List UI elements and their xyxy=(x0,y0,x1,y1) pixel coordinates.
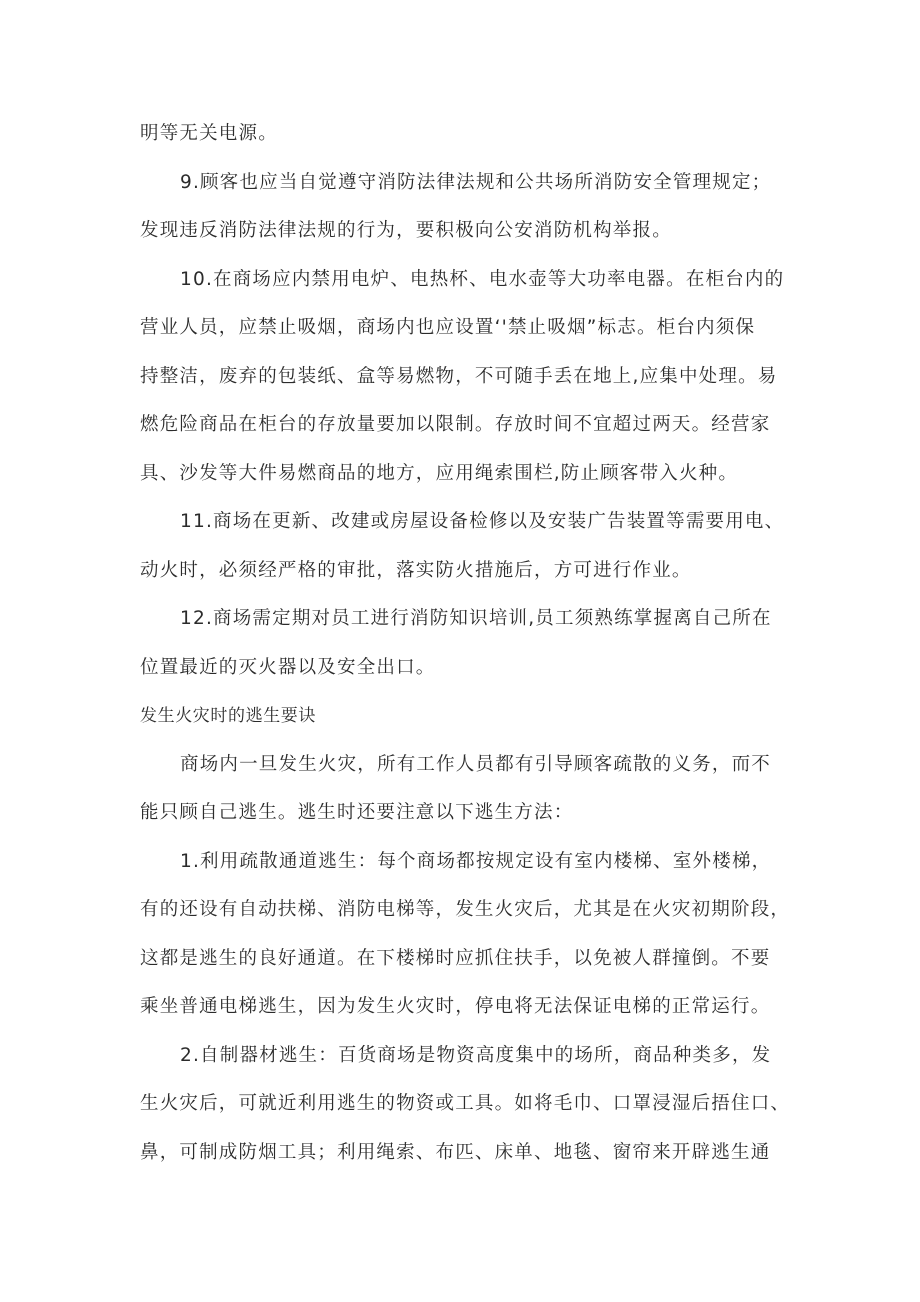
text-line: 明等无关电源。 xyxy=(140,123,278,144)
text-line: 2.自制器材逃生：百货商场是物资高度集中的场所，商品种类多，发 xyxy=(180,1044,772,1066)
text-line: 1.利用疏散通道逃生：每个商场都按规定设有室内楼梯、室外楼梯， xyxy=(180,850,772,872)
text-line: 有的还设有自动扶梯、消防电梯等，发生火灾后，尤其是在火灾初期阶段， xyxy=(140,899,791,920)
text-line: 发现违反消防法律法规的行为，要积极向公安消防机构举报。 xyxy=(140,220,672,241)
text-line: 11.商场在更新、改建或房屋设备检修以及安装广告装置等需要用电、 xyxy=(180,511,785,532)
text-line: 具、沙发等大件易燃商品的地方，应用绳索围栏,防止顾客带入火种。 xyxy=(140,462,739,484)
text-line: 燃危险商品在柜台的存放量要加以限制。存放时间不宜超过两天。经营家 xyxy=(140,414,771,435)
text-line: 9.顾客也应当自觉遵守消防法律法规和公共场所消防安全管理规定； xyxy=(180,171,772,193)
text-line: 生火灾后，可就近利用逃生的物资或工具。如将毛巾、口罩浸湿后捂住口、 xyxy=(140,1093,791,1114)
text-line: 这都是逃生的良好通道。在下楼梯时应抓住扶手，以免被人群撞倒。不要 xyxy=(140,947,771,969)
text-line: 乘坐普通电梯逃生，因为发生火灾时，停电将无法保证电梯的正常运行。 xyxy=(140,996,771,1017)
text-line: 营业人员，应禁止吸烟，商场内也应设置‘'禁止吸烟”标志。柜台内须保 xyxy=(140,317,756,338)
section-heading: 发生火灾时的逃生要诀 xyxy=(140,706,316,726)
text-line: 鼻，可制成防烟工具；利用绳索、布匹、床单、地毯、窗帘来开辟逃生通 xyxy=(140,1141,771,1163)
text-line: 能只顾自己逃生。逃生时还要注意以下逃生方法： xyxy=(140,802,574,823)
text-line: 持整洁，废弃的包装纸、盒等易燃物，不可随手丢在地上,应集中处理。易 xyxy=(140,365,778,387)
text-line: 位置最近的灭火器以及安全出口。 xyxy=(140,656,436,678)
text-line: 10.在商场应内禁用电炉、电热杯、电水壶等大功率电器。在柜台内的 xyxy=(180,268,785,290)
document-body xyxy=(140,110,790,1177)
text-line: 动火时，必须经严格的审批，落实防火措施后，方可进行作业。 xyxy=(140,559,692,581)
text-line: 12.商场需定期对员工进行消防知识培训,员工须熟练掌握离自己所在 xyxy=(180,608,772,629)
text-line: 商场内一旦发生火灾，所有工作人员都有引导顾客疏散的义务，而不 xyxy=(180,753,772,775)
